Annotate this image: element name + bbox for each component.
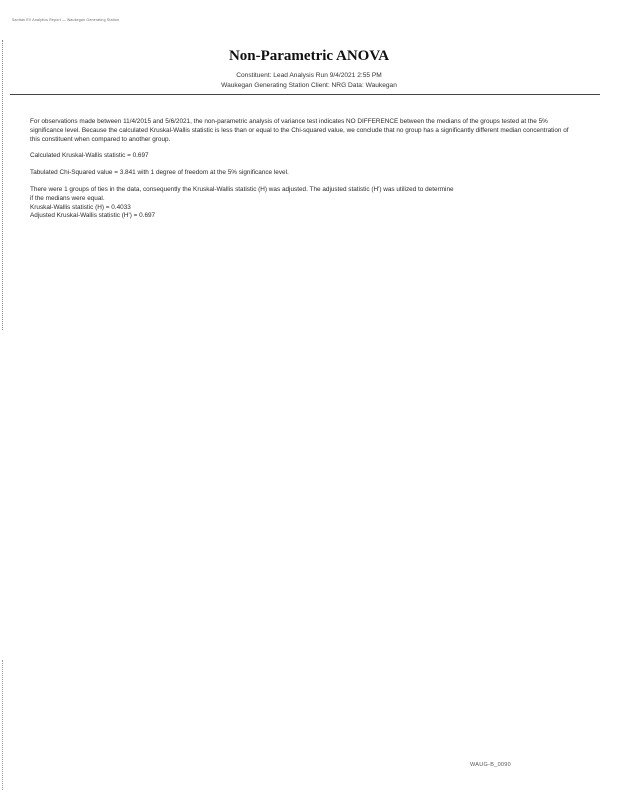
adjusted-kw-statistic: Adjusted Kruskal-Wallis statistic (H') = 0.697 bbox=[30, 212, 156, 220]
scan-edge-mark bbox=[2, 660, 4, 790]
tabulated-value: Tabulated Chi-Squared value = 3.841 with 1 degree of freedom at the 5% significance level. bbox=[30, 169, 289, 177]
calculated-statistic: Calculated Kruskal-Wallis statistic = 0.697 bbox=[30, 152, 149, 160]
report-header-stamp: Sanitas EV Analytics Report — Waukegan Generating Station bbox=[12, 18, 120, 22]
ties-note-line: if the medians were equal. bbox=[30, 194, 105, 202]
page-title: Non-Parametric ANOVA bbox=[228, 48, 390, 64]
ties-note bbox=[30, 186, 570, 221]
report-meta-line-2: Waukegan Generating Station Client: NRG Data: Waukegan bbox=[221, 82, 397, 89]
ties-note-line: There were 1 groups of ties in the data, consequently the Kruskal-Wallis statistic (H) was adjusted. The adjusted statistic (H') was utilized to determine bbox=[30, 185, 454, 193]
header-divider bbox=[10, 94, 600, 95]
report-meta-line-1: Constituent: Lead Analysis Run 9/4/2021 2:55 PM bbox=[236, 72, 382, 79]
kw-statistic: Kruskal-Wallis statistic (H) = 0.4033 bbox=[30, 203, 131, 211]
report-body bbox=[30, 118, 570, 221]
result-paragraph: For observations made between 11/4/2015 and 5/6/2021, the non-parametric analysis of variance test indicates NO DIFFERENCE between the medians of the groups tested at the 5% significance level. Because the calculated Kruskal-Wallis statistic is less than or equal to the Chi-squared value, we conclude that no group has a significantly different median concentration of this constituent when compared to another group. bbox=[30, 118, 569, 143]
document-id: WAUG-B_0090 bbox=[470, 762, 511, 768]
